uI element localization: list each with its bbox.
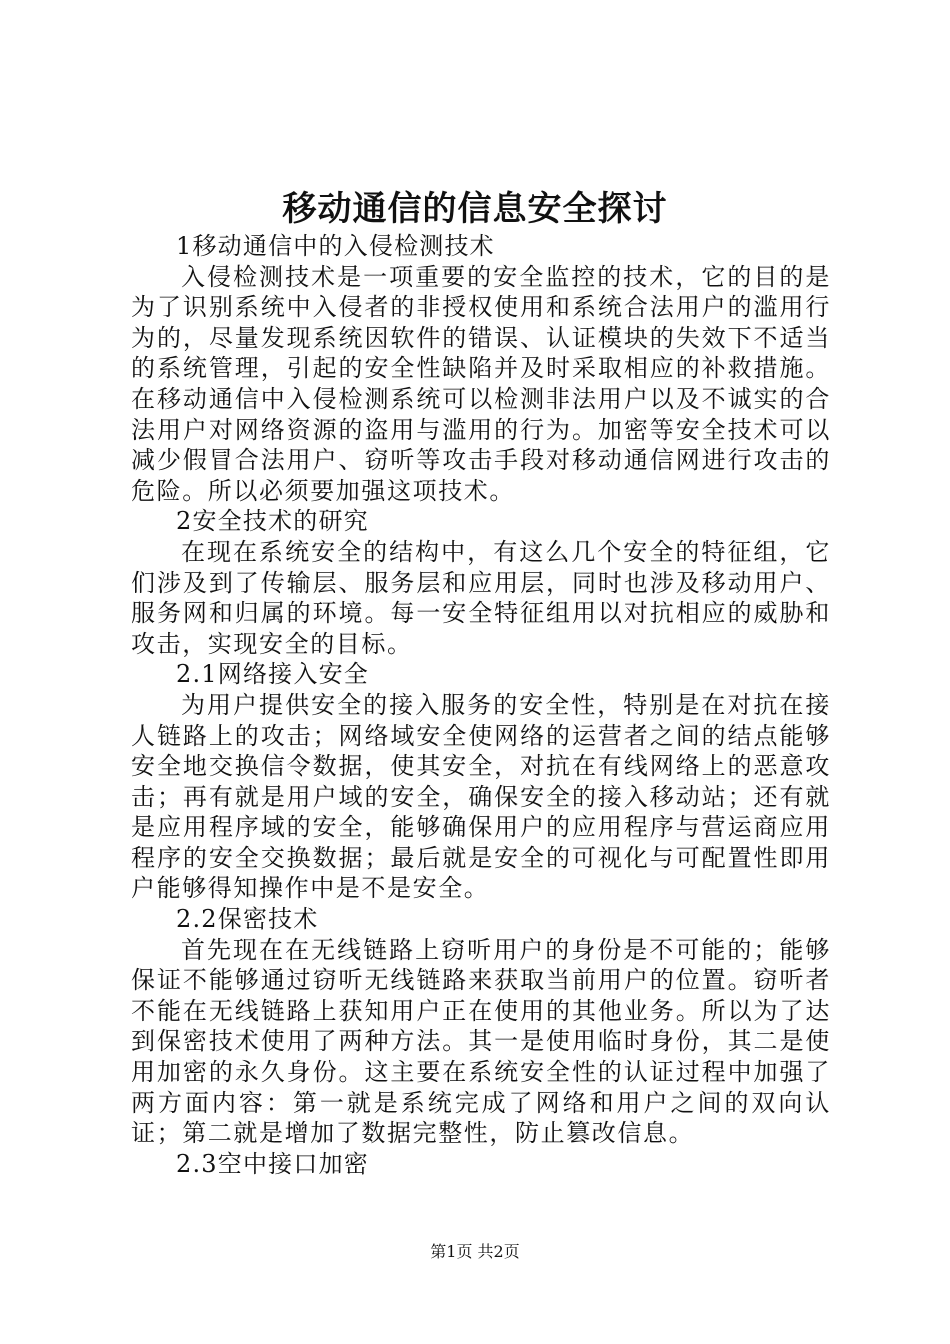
section-heading-2-2: 2.2保密技术 bbox=[176, 905, 319, 934]
document-body bbox=[131, 231, 831, 1179]
paragraph-network-access: 为用户提供安全的接入服务的安全性，特别是在对抗在接人链路上的攻击；网络域安全使网络的运营者之间的结点能够安全地交换信令数据，使其安全，对抗在有线网络上的恶意攻击；再有就是用户域的安全，确保安全的接入移动站；还有就是应用程序域的安全，能够确保用户的应用程序与营运商应用程序的安全交换数据；最后就是安全的可视化与可配置性即用户能够得知操作中是不是安全。 bbox=[131, 690, 831, 903]
page-footer: 第1页 共2页 bbox=[430, 1242, 520, 1261]
section-heading-1: 1移动通信中的入侵检测技术 bbox=[176, 232, 495, 260]
section-heading-2-1: 2.1网络接入安全 bbox=[176, 660, 369, 689]
section-heading-2-3: 2.3空中接口加密 bbox=[176, 1149, 369, 1178]
paragraph-security-research: 在现在系统安全的结构中，有这么几个安全的特征组，它们涉及到了传输层、服务层和应用层，同时也涉及移动用户、服务网和归属的环境。每一安全特征组用以对抗相应的威胁和攻击，实现安全的目标。 bbox=[131, 537, 831, 658]
paragraph-confidentiality: 首先现在在无线链路上窃听用户的身份是不可能的；能够保证不能够通过窃听无线链路来获取当前用户的位置。窃听者不能在无线链路上获知用户正在使用的其他业务。所以为了达到保密技术使用了两种方法。其一是使用临时身份，其二是使用加密的永久身份。这主要在系统安全性的认证过程中加强了两方面内容：第一就是系统完成了网络和用户之间的双向认证；第二就是增加了数据完整性，防止篡改信息。 bbox=[131, 935, 831, 1148]
paragraph-intrusion-detection: 入侵检测技术是一项重要的安全监控的技术，它的目的是为了识别系统中入侵者的非授权使用和系统合法用户的滥用行为的，尽量发现系统因软件的错误、认证模块的失效下不适当的系统管理，引起的安全性缺陷并及时采取相应的补救措施。在移动通信中入侵检测系统可以检测非法用户以及不诚实的合法用户对网络资源的盗用与滥用的行为。加密等安全技术可以减少假冒合法用户、窃听等攻击手段对移动通信网进行攻击的危险。所以必须要加强这项技术。 bbox=[131, 262, 831, 505]
document-title: 移动通信的信息安全探讨 bbox=[282, 189, 668, 229]
section-heading-2: 2安全技术的研究 bbox=[176, 507, 369, 536]
